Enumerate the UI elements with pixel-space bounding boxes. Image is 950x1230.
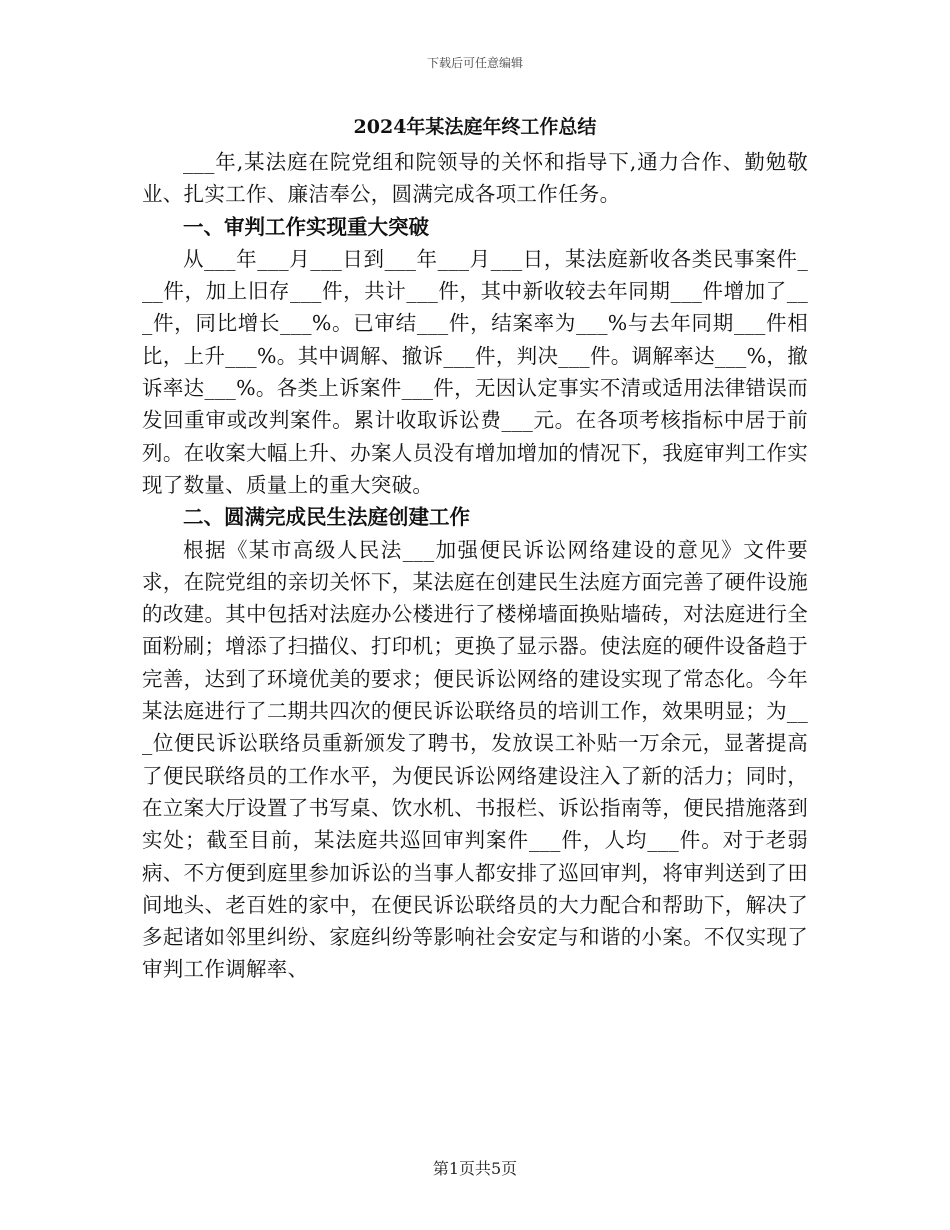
section-1-heading: 一、审判工作实现重大突破 [183,214,429,239]
section-2-paragraph: 根据《某市高级人民法___加强便民诉讼网络建设的意见》文件要求，在院党组的亲切关怀下，某法庭在创建民生法庭方面完善了硬件设施的改建。其中包括对法庭办公楼进行了楼梯墙面换贴墙砖，对法庭进行全面粉刷；增添了扫描仪、打印机；更换了显示器。使法庭的硬件设备趋于完善，达到了环境优美的要求；便民诉讼网络的建设实现了常态化。今年某法庭进行了二期共四次的便民诉讼联络员的培训工作，效果明显；为___位便民诉讼联络员重新颁发了聘书，发放误工补贴一万余元，显著提高了便民联络员的工作水平，为便民诉讼网络建设注入了新的活力；同时，在立案大厅设置了书写桌、饮水机、书报栏、诉讼指南等，便民措施落到实处；截至目前，某法庭共巡回审判案件___件，人均___件。对于老弱病、不方便到庭里参加诉讼的当事人都安排了巡回审判，将审判送到了田间地头、老百姓的家中，在便民诉讼联络员的大力配合和帮助下，解决了多起诸如邻里纠纷、家庭纠纷等影响社会安定与和谐的小案。不仅实现了审判工作调解率、 [142,537,808,982]
document-body [142,112,808,986]
section-2-heading: 二、圆满完成民生法庭创建工作 [183,505,470,530]
document-title: 2024年某法庭年终工作总结 [353,116,597,138]
page-number: 第1页共5页 [432,1159,518,1178]
header-note: 下载后可任意编辑 [426,56,523,70]
section-1-paragraph: 从___年___月___日到___年___月___日，某法庭新收各类民事案件___件，加上旧存___件，共计___件，其中新收较去年同期___件增加了___件，同比增长___%。已审结___件，结案率为___%与去年同期___件相比，上升___%。其中调解、撤诉___件，判决___件。调解率达___%，撤诉率达___%。各类上诉案件___件，无因认定事实不清或适用法律错误而发回重审或改判案件。累计收取诉讼费___元。在各项考核指标中居于前列。在收案大幅上升、办案人员没有增加增加的情况下，我庭审判工作实现了数量、质量上的重大突破。 [142,246,808,497]
intro-paragraph: ___年,某法庭在院党组和院领导的关怀和指导下,通力合作、勤勉敬业、扎实工作、廉洁奉公，圆满完成各项工作任务。 [142,150,808,207]
